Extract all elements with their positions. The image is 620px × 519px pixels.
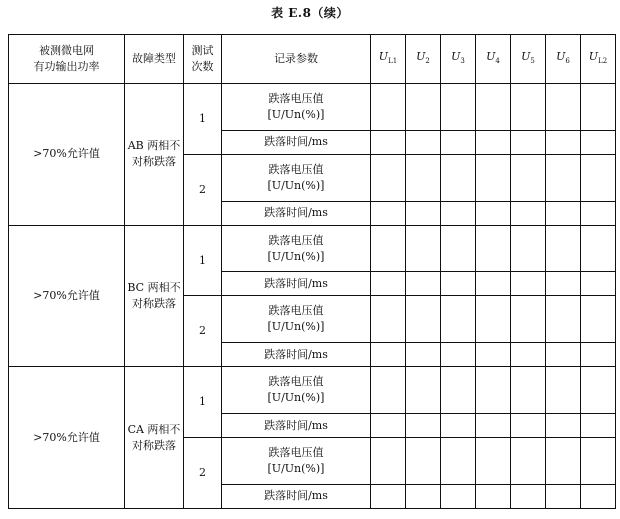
param-voltage-line2: [U/Un(%)] xyxy=(267,391,325,405)
voltage-u-cell[interactable] xyxy=(441,296,476,343)
table-caption: 表 E.8（续） xyxy=(271,6,349,20)
time-u-cell[interactable] xyxy=(476,343,511,367)
voltage-u-cell[interactable] xyxy=(581,225,616,272)
voltage-u-cell[interactable] xyxy=(511,367,546,414)
voltage-u-cell[interactable] xyxy=(371,367,406,414)
param-time-cell: 跌落时间/ms xyxy=(222,414,371,438)
param-time-cell: 跌落时间/ms xyxy=(222,484,371,508)
time-u-cell[interactable] xyxy=(371,130,406,154)
time-u-cell[interactable] xyxy=(511,201,546,225)
voltage-u-cell[interactable] xyxy=(476,83,511,130)
time-u-cell[interactable] xyxy=(546,130,581,154)
voltage-u-cell[interactable] xyxy=(511,438,546,485)
test-count-cell: 1 xyxy=(184,225,222,296)
param-time-cell: 跌落时间/ms xyxy=(222,201,371,225)
voltage-u-cell[interactable] xyxy=(441,225,476,272)
test-record-table xyxy=(8,34,616,509)
time-u-cell[interactable] xyxy=(511,272,546,296)
voltage-u-cell[interactable] xyxy=(476,296,511,343)
param-voltage-line2: [U/Un(%)] xyxy=(267,178,325,192)
param-voltage-line1: 跌落电压值 xyxy=(268,375,324,389)
time-u-cell[interactable] xyxy=(371,414,406,438)
time-u-cell[interactable] xyxy=(441,130,476,154)
time-u-cell[interactable] xyxy=(441,484,476,508)
time-u-cell[interactable] xyxy=(371,343,406,367)
header-u-l2: $U_{L2}$ xyxy=(581,35,616,84)
voltage-u-cell[interactable] xyxy=(406,225,441,272)
param-time-cell: 跌落时间/ms xyxy=(222,130,371,154)
voltage-u-cell[interactable] xyxy=(546,438,581,485)
voltage-u-cell[interactable] xyxy=(476,367,511,414)
voltage-u-cell[interactable] xyxy=(441,367,476,414)
time-u-cell[interactable] xyxy=(441,343,476,367)
time-u-cell[interactable] xyxy=(511,343,546,367)
voltage-u-cell[interactable] xyxy=(546,296,581,343)
param-voltage-line2: [U/Un(%)] xyxy=(267,320,325,334)
voltage-u-cell[interactable] xyxy=(581,296,616,343)
voltage-u-cell[interactable] xyxy=(371,83,406,130)
time-u-cell[interactable] xyxy=(406,414,441,438)
voltage-u-cell[interactable] xyxy=(371,154,406,201)
header-u-l1: $U_{L1}$ xyxy=(371,35,406,84)
voltage-u-cell[interactable] xyxy=(546,225,581,272)
voltage-u-cell[interactable] xyxy=(371,438,406,485)
param-voltage-cell xyxy=(222,438,371,485)
time-u-cell[interactable] xyxy=(406,484,441,508)
voltage-u-cell[interactable] xyxy=(546,367,581,414)
header-row xyxy=(9,35,616,84)
fault-type-line2: 对称跌落 xyxy=(132,296,176,310)
voltage-u-cell[interactable] xyxy=(511,83,546,130)
time-u-cell[interactable] xyxy=(546,484,581,508)
fault-type-cell xyxy=(125,83,184,225)
fault-type-line1: AB 两相不 xyxy=(127,139,181,153)
time-u-cell[interactable] xyxy=(476,130,511,154)
time-u-cell[interactable] xyxy=(406,343,441,367)
voltage-u-cell[interactable] xyxy=(511,225,546,272)
power-cell: >70%允许值 xyxy=(9,367,125,509)
table-row xyxy=(9,367,616,414)
time-u-cell[interactable] xyxy=(476,201,511,225)
param-voltage-cell xyxy=(222,83,371,130)
header-count xyxy=(184,35,222,84)
voltage-u-cell[interactable] xyxy=(441,83,476,130)
time-u-cell[interactable] xyxy=(581,343,616,367)
time-u-cell[interactable] xyxy=(546,201,581,225)
voltage-u-cell[interactable] xyxy=(441,154,476,201)
fault-type-line1: CA 两相不 xyxy=(127,422,181,436)
voltage-u-cell[interactable] xyxy=(581,154,616,201)
time-u-cell[interactable] xyxy=(476,414,511,438)
header-u-5: $U_5$ xyxy=(511,35,546,84)
time-u-cell[interactable] xyxy=(511,484,546,508)
time-u-cell[interactable] xyxy=(511,130,546,154)
time-u-cell[interactable] xyxy=(581,272,616,296)
test-count-cell: 2 xyxy=(184,154,222,225)
header-u-6: $U_6$ xyxy=(546,35,581,84)
test-count-cell: 2 xyxy=(184,296,222,367)
voltage-u-cell[interactable] xyxy=(476,225,511,272)
time-u-cell[interactable] xyxy=(546,414,581,438)
time-u-cell[interactable] xyxy=(441,414,476,438)
header-fault-type: 故障类型 xyxy=(125,35,184,84)
voltage-u-cell[interactable] xyxy=(371,296,406,343)
time-u-cell[interactable] xyxy=(441,272,476,296)
param-voltage-line2: [U/Un(%)] xyxy=(267,107,325,121)
table-row xyxy=(9,225,616,272)
time-u-cell[interactable] xyxy=(371,484,406,508)
voltage-u-cell[interactable] xyxy=(546,83,581,130)
param-voltage-cell xyxy=(222,296,371,343)
time-u-cell[interactable] xyxy=(581,414,616,438)
param-voltage-line1: 跌落电压值 xyxy=(268,91,324,105)
voltage-u-cell[interactable] xyxy=(476,438,511,485)
header-param: 记录参数 xyxy=(222,35,371,84)
table-row xyxy=(9,83,616,130)
voltage-u-cell[interactable] xyxy=(406,438,441,485)
time-u-cell[interactable] xyxy=(476,484,511,508)
header-count-line1: 测试 xyxy=(191,43,214,57)
param-voltage-line1: 跌落电压值 xyxy=(268,233,324,247)
test-count-cell: 1 xyxy=(184,367,222,438)
power-cell: >70%允许值 xyxy=(9,83,125,225)
header-u-2: $U_2$ xyxy=(406,35,441,84)
time-u-cell[interactable] xyxy=(476,272,511,296)
voltage-u-cell[interactable] xyxy=(511,296,546,343)
voltage-u-cell[interactable] xyxy=(406,296,441,343)
header-u-4: $U_4$ xyxy=(476,35,511,84)
voltage-u-cell[interactable] xyxy=(406,154,441,201)
voltage-u-cell[interactable] xyxy=(546,154,581,201)
param-voltage-line2: [U/Un(%)] xyxy=(267,249,325,263)
time-u-cell[interactable] xyxy=(406,130,441,154)
time-u-cell[interactable] xyxy=(511,414,546,438)
voltage-u-cell[interactable] xyxy=(581,367,616,414)
time-u-cell[interactable] xyxy=(441,201,476,225)
time-u-cell[interactable] xyxy=(581,201,616,225)
fault-type-cell xyxy=(125,367,184,509)
voltage-u-cell[interactable] xyxy=(371,225,406,272)
fault-type-line2: 对称跌落 xyxy=(132,155,176,169)
param-voltage-cell xyxy=(222,154,371,201)
time-u-cell[interactable] xyxy=(406,272,441,296)
param-time-cell: 跌落时间/ms xyxy=(222,272,371,296)
fault-type-cell xyxy=(125,225,184,367)
voltage-u-cell[interactable] xyxy=(511,154,546,201)
fault-type-line2: 对称跌落 xyxy=(132,438,176,452)
param-voltage-line1: 跌落电压值 xyxy=(268,304,324,318)
param-voltage-line1: 跌落电压值 xyxy=(268,446,324,460)
voltage-u-cell[interactable] xyxy=(581,438,616,485)
voltage-u-cell[interactable] xyxy=(406,367,441,414)
fault-type-line1: BC 两相不 xyxy=(127,280,181,294)
power-cell: >70%允许值 xyxy=(9,225,125,367)
param-voltage-line1: 跌落电压值 xyxy=(268,162,324,176)
param-voltage-cell xyxy=(222,225,371,272)
param-voltage-line2: [U/Un(%)] xyxy=(267,462,325,476)
header-u-3: $U_3$ xyxy=(441,35,476,84)
time-u-cell[interactable] xyxy=(581,484,616,508)
param-voltage-cell xyxy=(222,367,371,414)
header-power-line2: 有功输出功率 xyxy=(33,59,100,73)
test-count-cell: 2 xyxy=(184,438,222,509)
test-count-cell: 1 xyxy=(184,83,222,154)
time-u-cell[interactable] xyxy=(581,130,616,154)
time-u-cell[interactable] xyxy=(371,272,406,296)
voltage-u-cell[interactable] xyxy=(406,83,441,130)
time-u-cell[interactable] xyxy=(546,272,581,296)
header-count-line2: 次数 xyxy=(191,59,214,73)
time-u-cell[interactable] xyxy=(371,201,406,225)
voltage-u-cell[interactable] xyxy=(476,154,511,201)
header-power-line1: 被测微电网 xyxy=(39,43,94,57)
time-u-cell[interactable] xyxy=(406,201,441,225)
voltage-u-cell[interactable] xyxy=(441,438,476,485)
param-time-cell: 跌落时间/ms xyxy=(222,343,371,367)
header-power xyxy=(9,35,125,84)
voltage-u-cell[interactable] xyxy=(581,83,616,130)
time-u-cell[interactable] xyxy=(546,343,581,367)
